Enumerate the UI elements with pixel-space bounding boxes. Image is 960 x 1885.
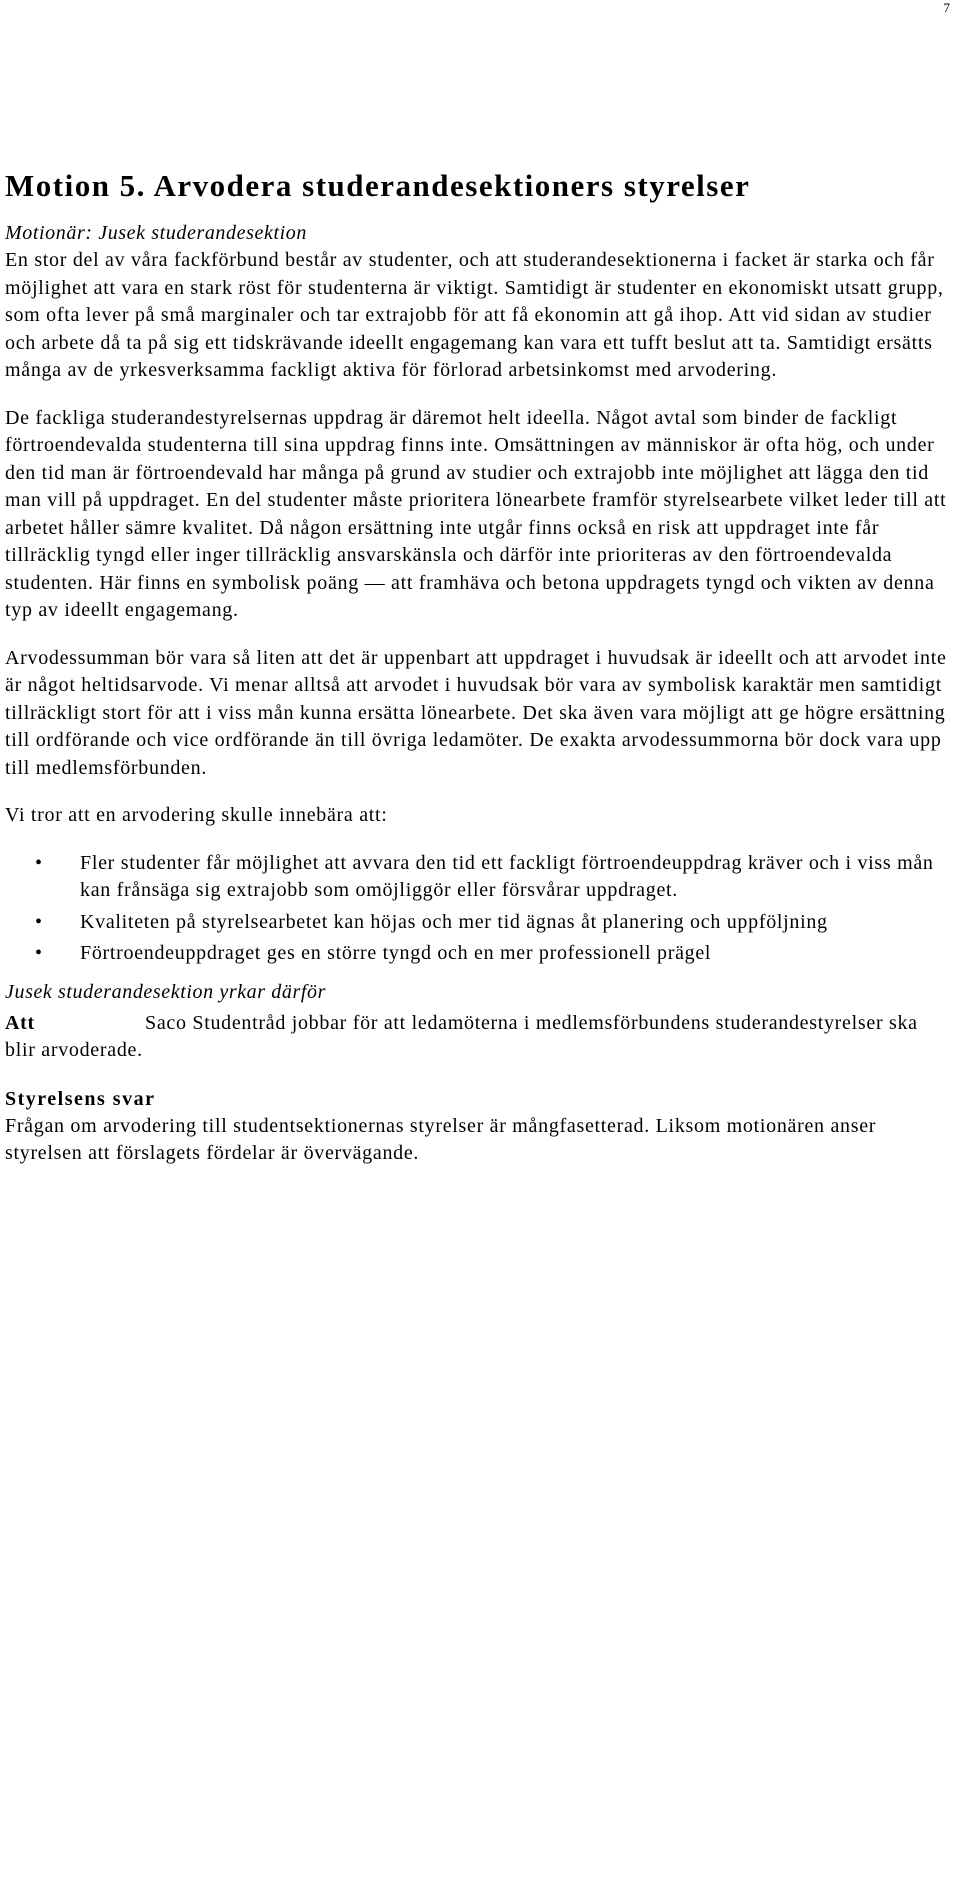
paragraph-arvodessumma: Arvodessumman bör vara så liten att det är uppenbart att uppdraget i huvudsak är ideellt och att arvodet inte är något heltidsarvode. Vi menar alltså att arvodet i huvudsak bör vara av symbolisk karaktär men samtidigt tillräckligt stort för att i viss mån kunna ersätta lönearbete. Det ska även vara möjligt att ge högre ersättning till ordförande och vice ordförande än till övriga ledamöter. De exakta arvodessummorna bör dock vara upp till medlemsförbunden. (5, 646, 947, 779)
yrkar-heading: Jusek studerandesektion yrkar därför (5, 980, 326, 1003)
paragraph-ideella: De fackliga studerandestyrelsernas uppdrag är däremot helt ideella. Något avtal som binder de fackligt förtroendevalda studenterna till sina uppdrag finns inte. Omsättningen av människor är ofta hög, och under den tid man är förtroendevald har många på grund av studier och extrajobb inte möjlighet att lägga den tid man vill på uppdraget. En del studenter måste prioritera lönearbete framför styrelsearbete vilket leder till att arbetet håller sämre kvalitet. Då någon ersättning inte utgår finns också en risk att uppdraget inte får tillräcklig tyngd eller inger tillräcklig ansvarskänsla och därför inte prioriteras av den förtroendevalda studenten. Här finns en symbolisk poäng — att framhäva och betona uppdragets tyngd och vikten av denna typ av ideellt engagemang. (5, 406, 947, 621)
att-label: Att (5, 1011, 35, 1034)
motion-title: Motion 5. Arvodera studerandesektioners styrelser (5, 168, 751, 203)
list-item (5, 909, 953, 937)
page-number: 7 (943, 0, 950, 15)
att-clause (5, 1010, 953, 1065)
list-item (5, 940, 953, 968)
list-item-text: Kvaliteten på styrelsearbetet kan höjas och mer tid ägnas åt planering och uppföljning (80, 910, 828, 933)
att-text: Saco Studentråd jobbar för att ledamöterna i medlemsförbundens studerandestyrelser ska blir arvoderade. (5, 1011, 918, 1061)
motionar-line: Motionär: Jusek studerandesektion (5, 222, 307, 244)
list-item-text: Fler studenter får möjlighet att avvara den tid ett fackligt förtroendeuppdrag kräver och i viss mån kan frånsäga sig extrajobb som omöjliggör eller försvårar uppdraget. (80, 851, 934, 901)
paragraph-vi-tror: Vi tror att en arvodering skulle innebära att: (5, 804, 388, 826)
bullet-icon: • (35, 942, 43, 964)
document-body (5, 168, 953, 1168)
bullet-icon: • (35, 851, 43, 874)
list-item (5, 850, 953, 905)
svar-heading: Styrelsens svar (5, 1087, 156, 1110)
paragraph-intro: En stor del av våra fackförbund består av studenter, och att studerandesektionerna i facket är starka och får möjlighet att vara en stark röst för studenterna är viktigt. Samtidigt är studenter en ekonomiskt utsatt grupp, som ofta lever på små marginaler och tar extrajobb för att få ekonomin att gå ihop. Att vid sidan av studier och arbete då ta på sig ett tidskrävande ideellt engagemang kan vara ett tufft beslut att ta. Samtidigt ersätts många av de yrkesverksamma fackligt aktiva för förlorad arbetsinkomst med arvodering. (5, 249, 944, 381)
svar-text: Frågan om arvodering till studentsektionernas styrelser är mångfasetterad. Liksom motionären anser styrelsen att förslagets fördelar är övervägande. (5, 1114, 877, 1164)
bullet-icon: • (35, 910, 43, 933)
bullet-list (5, 850, 953, 968)
list-item-text: Förtroendeuppdraget ges en större tyngd och en mer professionell prägel (80, 942, 712, 964)
